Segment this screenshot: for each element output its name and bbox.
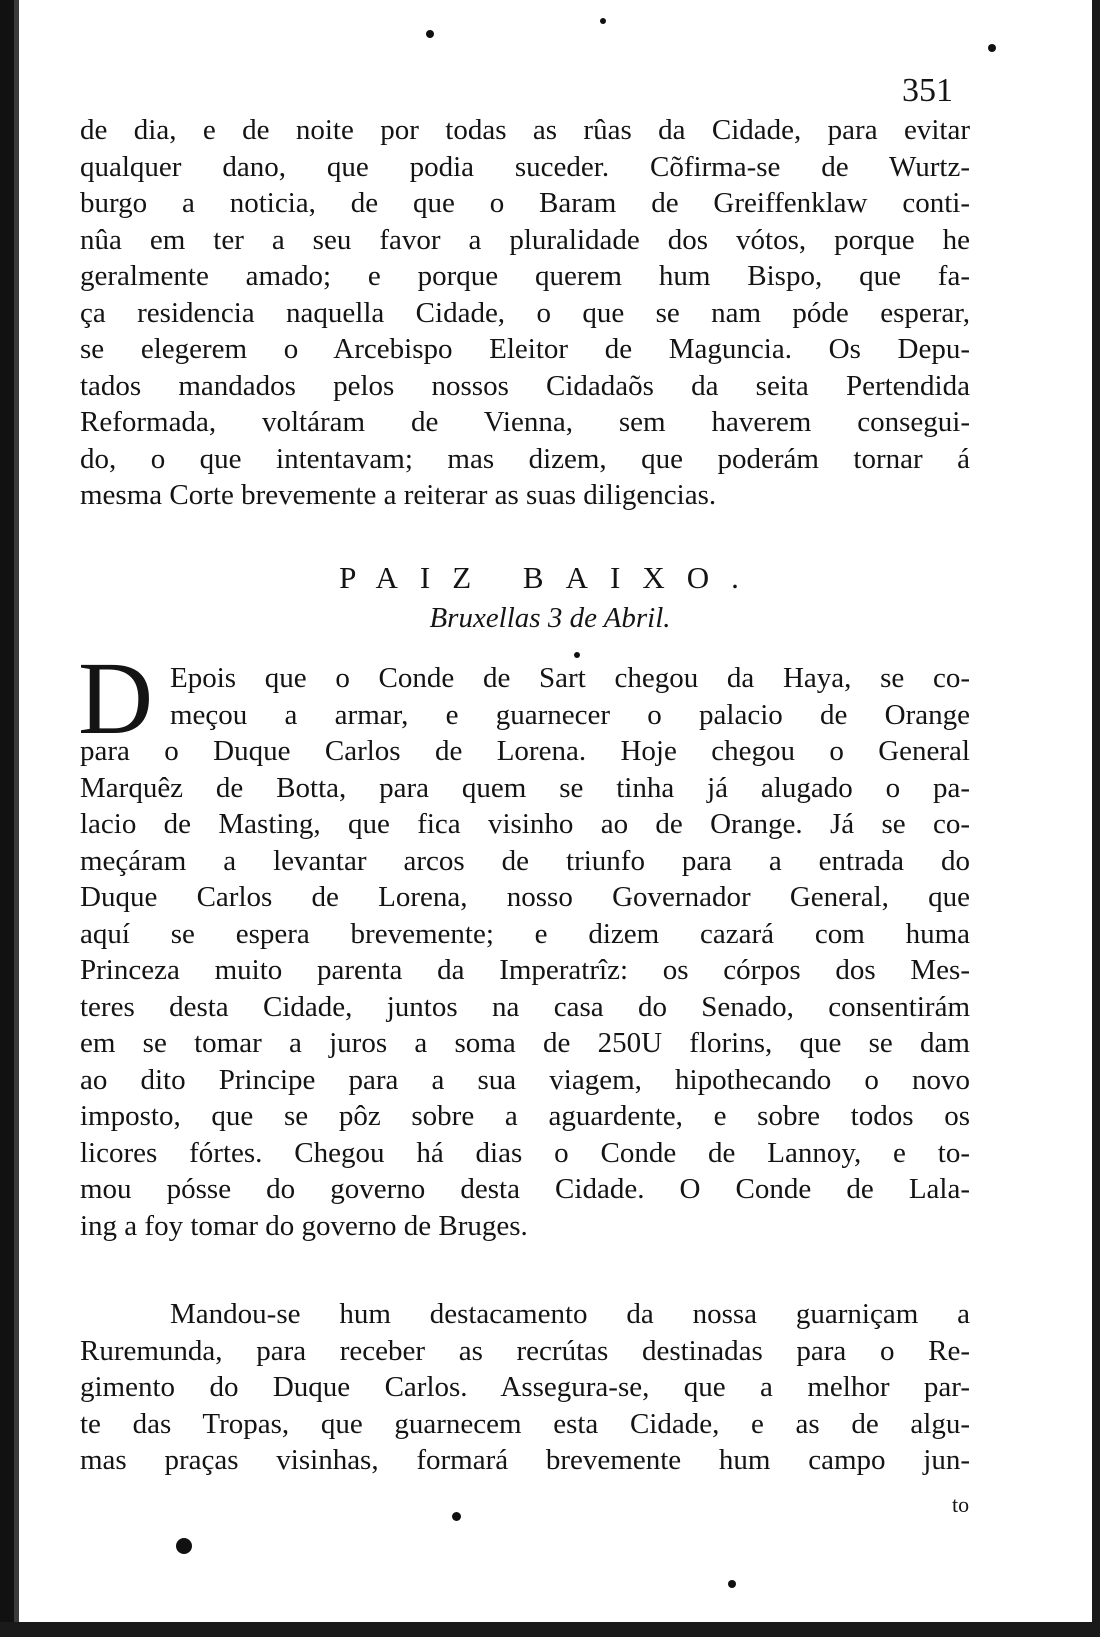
top-paragraph bbox=[80, 112, 970, 514]
ink-blot bbox=[574, 652, 580, 658]
text-line: mas praças visinhas, formará brevemente hum campo jun- bbox=[80, 1444, 970, 1476]
scan-bottom-edge bbox=[0, 1622, 1100, 1637]
paragraph-2 bbox=[80, 1296, 970, 1479]
text-line: te das Tropas, que guarnecem esta Cidade, e as de algu- bbox=[80, 1407, 970, 1440]
text-line: licores fórtes. Chegou há dias o Conde de Lannoy, e to- bbox=[80, 1136, 970, 1169]
text-line: imposto, que se pôz sobre a aguardente, e sobre todos os bbox=[80, 1100, 970, 1132]
text-line: teres desta Cidade, juntos na casa do Senado, consentirám bbox=[80, 990, 970, 1023]
ink-blot bbox=[452, 1512, 461, 1521]
text-line: geralmente amado; e porque querem hum Bispo, que fa- bbox=[80, 260, 970, 292]
text-line: ao dito Principe para a sua viagem, hipothecando o novo bbox=[80, 1063, 970, 1096]
text-line: qualquer dano, que podia suceder. Cõfirma-se de Wurtz- bbox=[80, 150, 970, 183]
text-line: burgo a noticia, de que o Baram de Greiffenklaw conti- bbox=[80, 187, 970, 219]
ink-blot bbox=[176, 1538, 192, 1554]
text-line: gimento do Duque Carlos. Assegura-se, que a melhor par- bbox=[80, 1371, 970, 1403]
text-line: Mandou-se hum destacamento da nossa guarniçam a bbox=[170, 1298, 970, 1330]
text-line: nûa em ter a seu favor a pluralidade dos vótos, porque he bbox=[80, 223, 970, 256]
text-line: Epois que o Conde de Sart chegou da Haya, se co- bbox=[170, 662, 970, 694]
dateline: Bruxellas 3 de Abril. bbox=[429, 602, 671, 634]
text-line: Ruremunda, para receber as recrútas destinadas para o Re- bbox=[80, 1334, 970, 1367]
catchword: to bbox=[952, 1492, 970, 1517]
text-line: meçáram a levantar arcos de triunfo para a entrada do bbox=[80, 844, 970, 877]
scan-left-edge bbox=[0, 0, 14, 1637]
text-line: Princeza muito parenta da Imperatrîz: os córpos dos Mes- bbox=[80, 954, 970, 986]
text-line: se elegerem o Arcebispo Eleitor de Maguncia. Os Depu- bbox=[80, 333, 970, 365]
scan-right-edge bbox=[1092, 0, 1100, 1637]
text-line: mou pósse do governo desta Cidade. O Conde de Lala- bbox=[80, 1173, 970, 1205]
text-line: ing a foy tomar do governo de Bruges. bbox=[80, 1209, 528, 1242]
ink-blot bbox=[988, 44, 996, 52]
scan-left-shadow bbox=[14, 0, 19, 1637]
text-line: meçou a armar, e guarnecer o palacio de Orange bbox=[170, 698, 970, 731]
text-line: em se tomar a juros a soma de 250U florins, que se dam bbox=[80, 1027, 970, 1059]
text-line: tados mandados pelos nossos Cidadaõs da seita Pertendida bbox=[80, 369, 970, 402]
text-line: mesma Corte brevemente a reiterar as suas diligencias. bbox=[80, 479, 717, 511]
ink-blot bbox=[728, 1580, 736, 1588]
text-line: Reformada, voltáram de Vienna, sem haverem consegui- bbox=[80, 406, 970, 438]
drop-cap: D bbox=[78, 641, 154, 756]
paragraph-1 bbox=[80, 660, 970, 1244]
text-line: lacio de Masting, que fica visinho ao de Orange. Já se co- bbox=[80, 808, 970, 840]
ink-blot bbox=[600, 18, 606, 24]
text-line: Marquêz de Botta, para quem se tinha já alugado o pa- bbox=[80, 771, 970, 804]
text-line: para o Duque Carlos de Lorena. Hoje chegou o General bbox=[80, 735, 970, 767]
text-line: de dia, e de noite por todas as rûas da Cidade, para evitar bbox=[80, 114, 970, 146]
ink-blot bbox=[426, 30, 434, 38]
page-number: 351 bbox=[902, 72, 953, 109]
text-line: aquí se espera brevemente; e dizem cazará com huma bbox=[80, 917, 970, 950]
text-line: Duque Carlos de Lorena, nosso Governador General, que bbox=[80, 881, 970, 913]
section-heading: PAIZ BAIXO. bbox=[339, 560, 761, 595]
text-line: do, o que intentavam; mas dizem, que poderám tornar á bbox=[80, 442, 970, 475]
text-line: ça residencia naquella Cidade, o que se nam póde esperar, bbox=[80, 296, 970, 329]
